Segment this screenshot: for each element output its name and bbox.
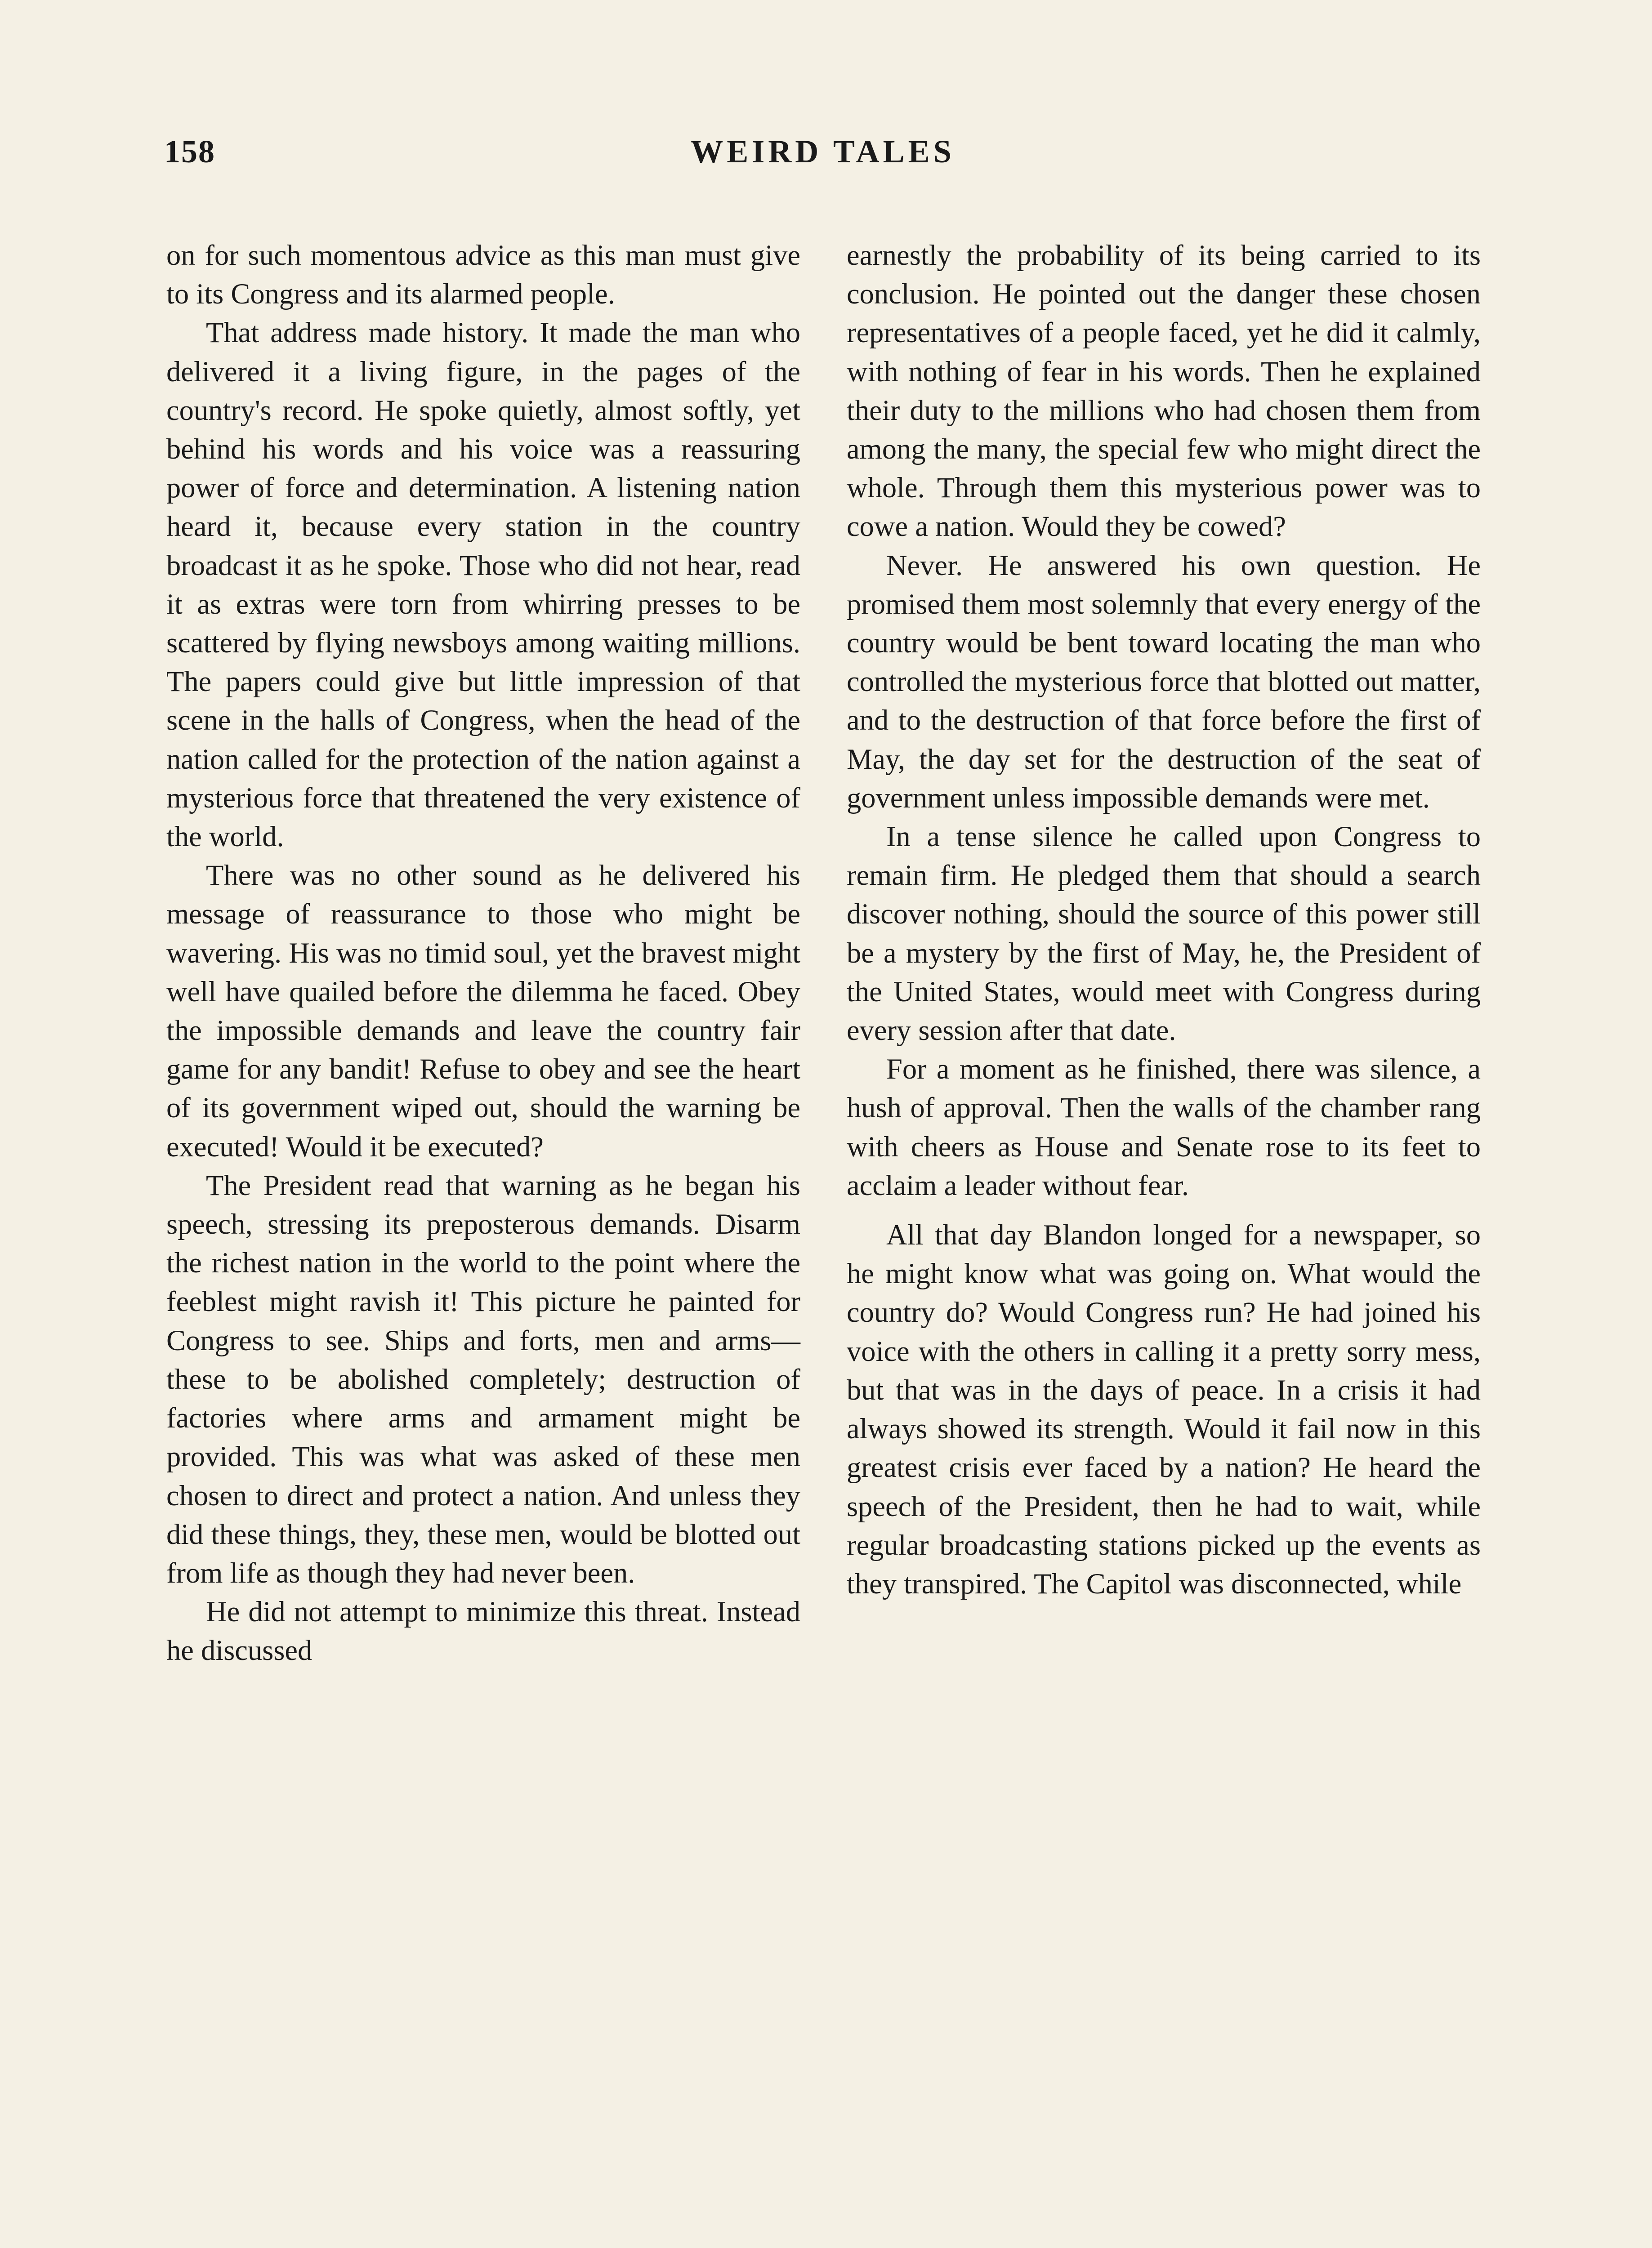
paragraph: In a tense silence he called upon Congress to remain firm. He pledged them that should a search discover nothing, should the source of this power still be a mystery by the first of May, he, the President of the United States, would meet with Congress during every session after that date. xyxy=(847,821,1481,1047)
left-column xyxy=(166,236,800,1670)
page-number: 158 xyxy=(164,134,215,169)
paragraph: The President read that warning as he began his speech, stressing its preposterous demands. Disarm the richest nation in the world to the point where the feeblest might ravish it! This picture he painted for Congress to see. Ships and forts, men and arms—these to be abolished completely; destruction of factories where arms and armament might be provided. This was what was asked of these men chosen to direct and protect a nation. And unless they did these things, they, these men, would be blotted out from life as though they had never been. xyxy=(166,1169,800,1589)
running-title: WEIRD TALES xyxy=(691,134,955,169)
paragraph: Never. He answered his own question. He promised them most solemnly that every energy of the country would be bent toward locating the man who controlled the mysterious force that blotted out matter, and to the destruction of that force before the first of May, the day set for the destruction of the seat of government unless impossible demands were met. xyxy=(847,549,1481,814)
paragraph: on for such momentous advice as this man must give to its Congress and its alarmed people. xyxy=(166,239,800,310)
paragraph: All that day Blandon longed for a newspaper, so he might know what was going on. What would the country do? Would Congress run? He had joined his voice with the others in calling it a pretty sorry mess, but that was in the days of peace. In a crisis it had always showed its strength. Would it fail now in this greatest crisis ever faced by a nation? He heard the speech of the President, then he had to wait, while regular broadcasting stations picked up the events as they transpired. The Capitol was disconnected, while xyxy=(847,1219,1481,1600)
paragraph: There was no other sound as he delivered his message of reassurance to those who might be wavering. His was no timid soul, yet the bravest might well have quailed before the dilemma he faced. Obey the impossible demands and leave the country fair game for any bandit! Refuse to obey and see the heart of its government wiped out, should the warning be executed! Would it be executed? xyxy=(166,859,800,1163)
page-header xyxy=(164,133,1482,183)
paragraph: He did not attempt to minimize this threat. Instead he discussed xyxy=(166,1596,800,1667)
paragraph: For a moment as he finished, there was silence, a hush of approval. Then the walls of the chamber rang with cheers as House and Senate rose to its feet to acclaim a leader without fear. xyxy=(847,1053,1481,1201)
right-column xyxy=(847,236,1481,1603)
paragraph: earnestly the probability of its being carried to its conclusion. He pointed out the danger these chosen representatives of a people faced, yet he did it calmly, with nothing of fear in his words. Then he explained their duty to the millions who had chosen them from among the many, the special few who might direct the whole. Through them this mysterious power was to cowe a nation. Would they be cowed? xyxy=(847,239,1481,543)
paragraph: That address made history. It made the man who delivered it a living figure, in the pages of the country's record. He spoke quietly, almost softly, yet behind his words and his voice was a reassuring power of force and determination. A listening nation heard it, because every station in the country broadcast it as he spoke. Those who did not hear, read it as extras were torn from whirring presses to be scattered by flying newsboys among waiting millions. The papers could give but little impression of that scene in the halls of Congress, when the head of the nation called for the protection of the nation against a mysterious force that threatened the very existence of the world. xyxy=(166,317,800,853)
